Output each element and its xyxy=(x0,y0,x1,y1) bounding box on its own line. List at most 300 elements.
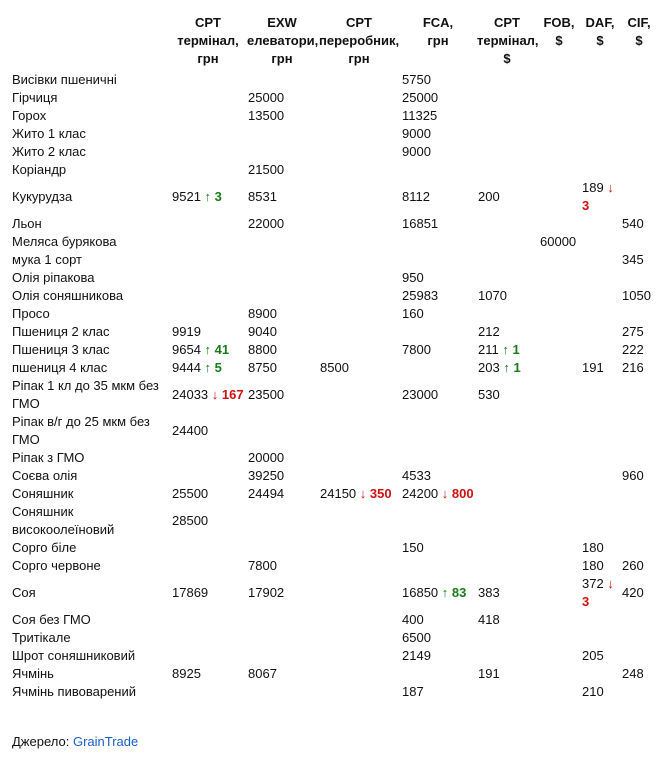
cell-value: 400 xyxy=(402,612,424,627)
cell-value: 5750 xyxy=(402,72,431,87)
cell-fob xyxy=(538,143,580,161)
cell-value: 540 xyxy=(622,216,644,231)
cell-fca xyxy=(400,413,476,449)
arrow-up-icon: ↑ xyxy=(503,360,510,375)
row-name: Льон xyxy=(12,216,42,231)
col-header-line: EXW xyxy=(267,15,297,30)
cell-fob xyxy=(538,377,580,413)
cell-cpt_proc xyxy=(318,287,400,305)
row-name: Пшениця 3 клас xyxy=(12,342,110,357)
cell-cpt_proc xyxy=(318,269,400,287)
cell-cpt_proc xyxy=(318,305,400,323)
col-header-line: $ xyxy=(635,33,643,48)
cell-daf xyxy=(580,377,620,413)
table-row xyxy=(8,503,658,539)
change-value: 3 xyxy=(214,189,222,204)
cell-cpt_proc xyxy=(318,467,400,485)
cell-value: 23500 xyxy=(248,387,285,402)
cell-cpt_proc xyxy=(318,179,400,215)
cell-exw xyxy=(246,575,318,611)
cell-value: 383 xyxy=(478,585,500,600)
cell-fca xyxy=(400,179,476,215)
cell-daf xyxy=(580,503,620,539)
row-name: Жито 1 клас xyxy=(12,126,86,141)
cell-fob xyxy=(538,647,580,665)
change-value: 3 xyxy=(582,594,590,609)
row-name: Соєва олія xyxy=(12,468,78,483)
row-name: Ріпак в/г до 25 мкм без ГМО xyxy=(12,414,150,447)
cell-cpt_usd xyxy=(476,71,538,89)
cell-cif xyxy=(620,413,658,449)
col-header-line: елеватори, xyxy=(247,33,319,48)
cell-cpt_proc xyxy=(318,107,400,125)
cell-value: 25500 xyxy=(172,486,209,501)
cell-cpt_proc xyxy=(318,449,400,467)
arrow-down-icon: ↓ xyxy=(359,486,367,501)
col-header-line: FCA, xyxy=(422,15,454,30)
col-header-line: $ xyxy=(503,51,511,66)
cell-fca xyxy=(400,305,476,323)
cell-daf xyxy=(580,629,620,647)
cell-cpt_proc xyxy=(318,683,400,701)
source-link[interactable]: GrainTrade xyxy=(72,734,139,749)
cell-cpt_usd xyxy=(476,107,538,125)
cell-daf xyxy=(580,323,620,341)
cell-cif xyxy=(620,341,658,359)
change-value: 1 xyxy=(513,360,521,375)
cell-cpt_proc xyxy=(318,215,400,233)
change-value: 41 xyxy=(214,342,230,357)
cell-fob xyxy=(538,683,580,701)
cell-cpt_usd xyxy=(476,413,538,449)
cell-value: 420 xyxy=(622,585,644,600)
cell-value: 9521 xyxy=(172,189,201,204)
cell-cpt_term xyxy=(170,629,246,647)
table-row xyxy=(8,233,658,251)
cell-cif xyxy=(620,161,658,179)
cell-cpt_usd xyxy=(476,323,538,341)
table-row xyxy=(8,107,658,125)
change-value: 350 xyxy=(369,486,392,501)
cell-fob xyxy=(538,161,580,179)
table-row xyxy=(8,143,658,161)
row-name: Просо xyxy=(12,306,50,321)
change-value: 167 xyxy=(221,387,244,402)
cell-daf xyxy=(580,575,620,611)
cell-fca xyxy=(400,629,476,647)
cell-value: 24150 xyxy=(320,486,357,501)
cell-cif xyxy=(620,683,658,701)
cell-cpt_usd xyxy=(476,467,538,485)
cell-value: 8925 xyxy=(172,666,201,681)
table-row xyxy=(8,683,658,701)
cell-cpt_proc xyxy=(318,125,400,143)
cell-fob xyxy=(538,269,580,287)
col-header-line: переробник, xyxy=(319,33,400,48)
cell-cpt_usd xyxy=(476,503,538,539)
table-row xyxy=(8,89,658,107)
cell-fob xyxy=(538,287,580,305)
cell-fca xyxy=(400,449,476,467)
cell-daf xyxy=(580,179,620,215)
cell-value: 21500 xyxy=(248,162,285,177)
col-header-line: грн xyxy=(197,51,219,66)
table-row xyxy=(8,359,658,377)
col-header-fob xyxy=(538,14,580,71)
cell-fca xyxy=(400,161,476,179)
cell-cpt_usd xyxy=(476,125,538,143)
table-row xyxy=(8,665,658,683)
cell-daf xyxy=(580,557,620,575)
col-header-line: термінал, xyxy=(477,33,539,48)
col-header-line: $ xyxy=(555,33,563,48)
cell-cpt_usd xyxy=(476,143,538,161)
cell-cif xyxy=(620,215,658,233)
cell-cif xyxy=(620,377,658,413)
cell-daf xyxy=(580,89,620,107)
cell-value: 39250 xyxy=(248,468,285,483)
cell-value: 1070 xyxy=(478,288,507,303)
col-header-fca xyxy=(400,14,476,71)
cell-value: 13500 xyxy=(248,108,285,123)
cell-exw xyxy=(246,539,318,557)
cell-cif xyxy=(620,287,658,305)
row-name: Кукурудза xyxy=(12,189,73,204)
table-row xyxy=(8,179,658,215)
table-row xyxy=(8,287,658,305)
cell-exw xyxy=(246,449,318,467)
cell-daf xyxy=(580,125,620,143)
table-row xyxy=(8,323,658,341)
cell-exw xyxy=(246,359,318,377)
cell-value: 418 xyxy=(478,612,500,627)
cell-cpt_term xyxy=(170,323,246,341)
table-header xyxy=(8,14,658,71)
cell-cpt_usd xyxy=(476,287,538,305)
cell-fob xyxy=(538,503,580,539)
cell-value: 960 xyxy=(622,468,644,483)
col-header-line: CPT xyxy=(494,15,520,30)
cell-value: 248 xyxy=(622,666,644,681)
cell-fob xyxy=(538,575,580,611)
cell-fca xyxy=(400,485,476,503)
col-header-line: CPT xyxy=(195,15,221,30)
cell-cpt_term xyxy=(170,449,246,467)
cell-daf xyxy=(580,305,620,323)
cell-exw xyxy=(246,125,318,143)
col-header-line: грн xyxy=(271,51,293,66)
cell-fca xyxy=(400,125,476,143)
cell-cpt_term xyxy=(170,575,246,611)
cell-cpt_usd xyxy=(476,611,538,629)
cell-value: 8500 xyxy=(320,360,349,375)
cell-fca xyxy=(400,539,476,557)
cell-fob xyxy=(538,665,580,683)
cell-cpt_term xyxy=(170,143,246,161)
cell-exw xyxy=(246,161,318,179)
cell-cpt_term xyxy=(170,341,246,359)
cell-fca xyxy=(400,89,476,107)
cell-fob xyxy=(538,611,580,629)
cell-value: 212 xyxy=(478,324,500,339)
cell-daf xyxy=(580,251,620,269)
cell-cpt_proc xyxy=(318,575,400,611)
cell-fob xyxy=(538,71,580,89)
cell-cpt_term xyxy=(170,611,246,629)
arrow-up-icon: ↑ xyxy=(204,189,212,204)
cell-exw xyxy=(246,377,318,413)
cell-daf xyxy=(580,449,620,467)
cell-cif xyxy=(620,485,658,503)
cell-fob xyxy=(538,467,580,485)
col-header-line: DAF, xyxy=(585,15,615,30)
cell-fob xyxy=(538,359,580,377)
cell-daf xyxy=(580,467,620,485)
cell-cpt_term xyxy=(170,71,246,89)
cell-exw xyxy=(246,467,318,485)
cell-fca xyxy=(400,647,476,665)
cell-fca xyxy=(400,323,476,341)
col-header-line: грн xyxy=(427,33,449,48)
cell-fob xyxy=(538,341,580,359)
cell-fca xyxy=(400,341,476,359)
row-name: Олія соняшникова xyxy=(12,288,124,303)
cell-cpt_term xyxy=(170,107,246,125)
cell-exw xyxy=(246,305,318,323)
cell-cpt_proc xyxy=(318,377,400,413)
cell-cpt_term xyxy=(170,269,246,287)
cell-fca xyxy=(400,107,476,125)
cell-cpt_proc xyxy=(318,611,400,629)
cell-fca xyxy=(400,611,476,629)
cell-cpt_term xyxy=(170,665,246,683)
arrow-down-icon: ↓ xyxy=(441,486,449,501)
cell-value: 16850 xyxy=(402,585,439,600)
cell-cpt_proc xyxy=(318,485,400,503)
cell-value: 205 xyxy=(582,648,604,663)
cell-cpt_term xyxy=(170,683,246,701)
cell-cif xyxy=(620,107,658,125)
source-label: Джерело: xyxy=(12,734,73,749)
cell-value: 23000 xyxy=(402,387,439,402)
cell-value: 8800 xyxy=(248,342,277,357)
cell-cpt_usd xyxy=(476,539,538,557)
table-row xyxy=(8,629,658,647)
cell-fca xyxy=(400,575,476,611)
cell-exw xyxy=(246,413,318,449)
table-row xyxy=(8,161,658,179)
cell-cif xyxy=(620,557,658,575)
row-name: Ріпак 1 кл до 35 мкм без ГМО xyxy=(12,378,159,411)
table-row xyxy=(8,467,658,485)
row-name: Ячмінь xyxy=(12,666,54,681)
col-header-line: CPT xyxy=(346,15,372,30)
cell-exw xyxy=(246,611,318,629)
cell-daf xyxy=(580,485,620,503)
cell-cif xyxy=(620,143,658,161)
cell-fob xyxy=(538,629,580,647)
cell-value: 60000 xyxy=(540,234,577,249)
table-row xyxy=(8,305,658,323)
cell-cpt_proc xyxy=(318,629,400,647)
cell-cpt_usd xyxy=(476,647,538,665)
cell-cpt_usd xyxy=(476,161,538,179)
cell-exw xyxy=(246,143,318,161)
cell-value: 7800 xyxy=(248,558,277,573)
cell-cpt_usd xyxy=(476,251,538,269)
cell-cpt_term xyxy=(170,503,246,539)
arrow-up-icon: ↑ xyxy=(441,585,449,600)
cell-value: 4533 xyxy=(402,468,431,483)
cell-cpt_term xyxy=(170,179,246,215)
cell-cif xyxy=(620,539,658,557)
table-row xyxy=(8,377,658,413)
col-header-cpt_usd xyxy=(476,14,538,71)
table-row xyxy=(8,251,658,269)
cell-daf xyxy=(580,683,620,701)
cell-value: 180 xyxy=(582,540,604,555)
cell-fca xyxy=(400,251,476,269)
cell-fob xyxy=(538,107,580,125)
cell-fca xyxy=(400,665,476,683)
cell-cpt_usd xyxy=(476,449,538,467)
row-name: Пшениця 2 клас xyxy=(12,324,110,339)
cell-cpt_term xyxy=(170,89,246,107)
cell-exw xyxy=(246,557,318,575)
table-row xyxy=(8,611,658,629)
cell-value: 216 xyxy=(622,360,644,375)
row-name: Соняшник високоолеїновий xyxy=(12,504,115,537)
row-name: Висівки пшеничні xyxy=(12,72,117,87)
header-row xyxy=(8,14,658,71)
cell-cpt_usd xyxy=(476,557,538,575)
row-name: мука 1 сорт xyxy=(12,252,83,267)
cell-cpt_proc xyxy=(318,233,400,251)
cell-daf xyxy=(580,71,620,89)
cell-daf xyxy=(580,233,620,251)
cell-value: 203 xyxy=(478,360,500,375)
cell-cif xyxy=(620,179,658,215)
cell-cpt_proc xyxy=(318,539,400,557)
cell-fob xyxy=(538,305,580,323)
cell-fca xyxy=(400,359,476,377)
cell-cif xyxy=(620,305,658,323)
cell-exw xyxy=(246,269,318,287)
cell-fob xyxy=(538,323,580,341)
cell-cif xyxy=(620,71,658,89)
cell-cpt_term xyxy=(170,287,246,305)
cell-cpt_proc xyxy=(318,323,400,341)
cell-cif xyxy=(620,125,658,143)
cell-value: 24400 xyxy=(172,423,209,438)
table-row xyxy=(8,269,658,287)
cell-cpt_term xyxy=(170,485,246,503)
cell-cpt_term xyxy=(170,125,246,143)
cell-value: 8900 xyxy=(248,306,277,321)
arrow-down-icon: ↓ xyxy=(607,180,614,195)
table-row xyxy=(8,647,658,665)
cell-exw xyxy=(246,287,318,305)
cell-value: 191 xyxy=(582,360,604,375)
cell-value: 187 xyxy=(402,684,424,699)
cell-exw xyxy=(246,341,318,359)
cell-fob xyxy=(538,125,580,143)
cell-exw xyxy=(246,665,318,683)
col-header-cpt_proc xyxy=(318,14,400,71)
cell-daf xyxy=(580,107,620,125)
cell-cif xyxy=(620,575,658,611)
row-name: Сорго біле xyxy=(12,540,77,555)
col-header-daf xyxy=(580,14,620,71)
cell-cpt_term xyxy=(170,467,246,485)
table-row xyxy=(8,539,658,557)
cell-cpt_proc xyxy=(318,665,400,683)
cell-cpt_proc xyxy=(318,161,400,179)
cell-cpt_usd xyxy=(476,179,538,215)
row-name: Гірчиця xyxy=(12,90,58,105)
cell-value: 25983 xyxy=(402,288,439,303)
table-row xyxy=(8,449,658,467)
table-row xyxy=(8,215,658,233)
cell-value: 950 xyxy=(402,270,424,285)
cell-value: 8750 xyxy=(248,360,277,375)
cell-cif xyxy=(620,251,658,269)
cell-value: 222 xyxy=(622,342,644,357)
cell-daf xyxy=(580,215,620,233)
table-row xyxy=(8,341,658,359)
cell-cpt_usd xyxy=(476,269,538,287)
cell-cpt_term xyxy=(170,215,246,233)
cell-fca xyxy=(400,71,476,89)
cell-value: 2149 xyxy=(402,648,431,663)
cell-value: 25000 xyxy=(248,90,285,105)
cell-cpt_proc xyxy=(318,557,400,575)
row-name: Соя без ГМО xyxy=(12,612,91,627)
cell-value: 17869 xyxy=(172,585,209,600)
cell-daf xyxy=(580,143,620,161)
cell-exw xyxy=(246,71,318,89)
cell-cpt_term xyxy=(170,413,246,449)
cell-cpt_usd xyxy=(476,359,538,377)
source-line xyxy=(12,734,138,749)
cell-fca xyxy=(400,377,476,413)
change-value: 5 xyxy=(214,360,222,375)
cell-value: 25000 xyxy=(402,90,439,105)
cell-cpt_usd xyxy=(476,629,538,647)
cell-daf xyxy=(580,413,620,449)
cell-value: 9919 xyxy=(172,324,201,339)
row-name: Меляса бурякова xyxy=(12,234,117,249)
cell-value: 200 xyxy=(478,189,500,204)
arrow-up-icon: ↑ xyxy=(204,342,212,357)
cell-value: 24200 xyxy=(402,486,439,501)
cell-fob xyxy=(538,179,580,215)
cell-fob xyxy=(538,215,580,233)
cell-value: 11325 xyxy=(402,108,438,123)
cell-cpt_proc xyxy=(318,89,400,107)
cell-exw xyxy=(246,215,318,233)
cell-value: 6500 xyxy=(402,630,431,645)
row-name: Олія ріпакова xyxy=(12,270,95,285)
cell-value: 8531 xyxy=(248,189,277,204)
cell-daf xyxy=(580,359,620,377)
cell-fca xyxy=(400,503,476,539)
cell-cif xyxy=(620,233,658,251)
cell-value: 20000 xyxy=(248,450,285,465)
cell-fca xyxy=(400,467,476,485)
cell-cif xyxy=(620,467,658,485)
cell-fob xyxy=(538,557,580,575)
